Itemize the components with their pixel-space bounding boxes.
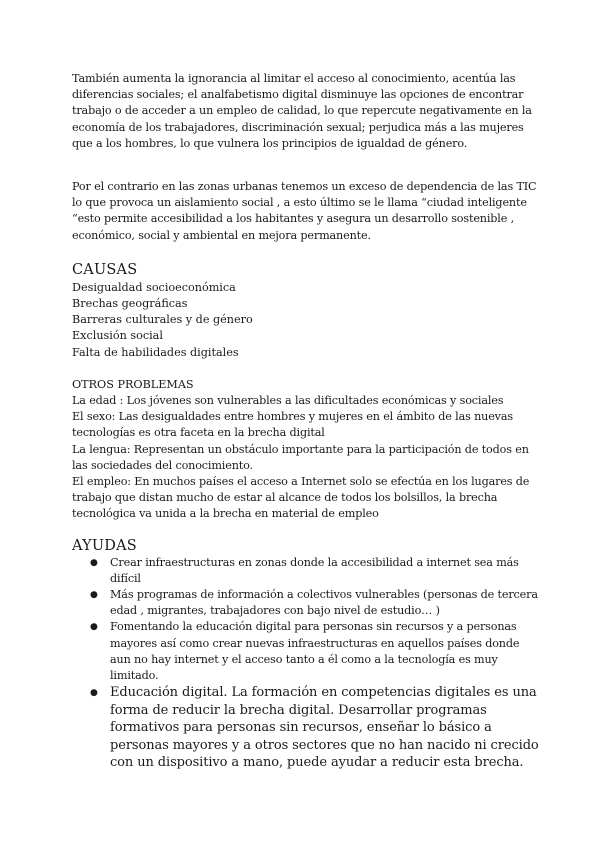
bullet-icon: ● xyxy=(90,688,98,699)
causa-item: Desigualdad socioeconómica xyxy=(72,280,236,294)
otro-item: La lengua: Representan un obstáculo importante para la participación de todos en las sociedades del conocimiento. xyxy=(72,442,529,472)
bullet-icon: ● xyxy=(90,622,98,633)
otro-item: La edad : Los jóvenes son vulnerables a las dificultades económicas y sociales xyxy=(72,394,504,408)
otros-section xyxy=(72,377,540,523)
causa-item: Brechas geográficas xyxy=(72,297,188,311)
list-item xyxy=(72,684,540,772)
causas-section xyxy=(72,262,540,361)
bullet-icon: ● xyxy=(90,590,98,601)
list-item xyxy=(72,555,540,587)
otros-heading: OTROS PROBLEMAS xyxy=(72,377,194,391)
causas-heading: CAUSAS xyxy=(72,261,138,278)
ayuda-text: Educación digital. La formación en competencias digitales es una forma de reducir la brecha digital. Desarrollar programas formativos para personas sin recursos, enseñar lo básico a personas mayores y a otros sectores que no han nacido ni crecido con un dispositivo a mano, puede ayudar a reducir esta brecha. xyxy=(110,685,539,771)
causa-item: Exclusión social xyxy=(72,329,163,343)
list-item xyxy=(72,619,540,684)
otro-item: El empleo: En muchos países el acceso a Internet solo se efectúa en los lugares de trabajo que distan mucho de estar al alcance de todos los bolsillos, la brecha tecnológica va unida a la brecha en material de empleo xyxy=(72,475,530,521)
ayudas-heading: AYUDAS xyxy=(72,537,137,554)
paragraph-urban: Por el contrario en las zonas urbanas tenemos un exceso de dependencia de las TIC lo que provoca un aislamiento social , a esto último se le llama “ciudad inteligente “esto permite accesibilidad a los habitantes y asegura un desarrollo sostenible , económico, social y ambiental en mejora permanente. xyxy=(72,180,537,242)
ayuda-text: Crear infraestructuras en zonas donde la accesibilidad a internet sea más difícil xyxy=(110,555,519,585)
bullet-icon: ● xyxy=(90,557,98,568)
otro-item: El sexo: Las desigualdades entre hombres y mujeres en el ámbito de las nuevas tecnologías es otra faceta en la brecha digital xyxy=(72,410,513,440)
ayuda-text: Más programas de información a colectivos vulnerables (personas de tercera edad , migrantes, trabajadores con bajo nivel de estudio… ) xyxy=(110,588,538,618)
causa-item: Barreras culturales y de género xyxy=(72,313,253,327)
paragraph-intro: También aumenta la ignorancia al limitar el acceso al conocimiento, acentúa las diferencias sociales; el analfabetismo digital disminuye las opciones de encontrar trabajo o de acceder a un empleo de calidad, lo que repercute negativamente en la economía de los trabajadores, discriminación sexual; perjudica más a las mujeres que a los hombres, lo que vulnera los principios de igualdad de género. xyxy=(72,72,532,150)
list-item xyxy=(72,587,540,619)
causa-item: Falta de habilidades digitales xyxy=(72,345,239,359)
ayudas-section xyxy=(72,537,540,772)
ayudas-list xyxy=(72,555,540,772)
ayuda-text: Fomentando la educación digital para personas sin recursos y a personas mayores así como crear nuevas infraestructuras en aquellos países donde aun no hay internet y el acceso tanto a él como a la tecnología es muy limitado. xyxy=(110,620,520,683)
